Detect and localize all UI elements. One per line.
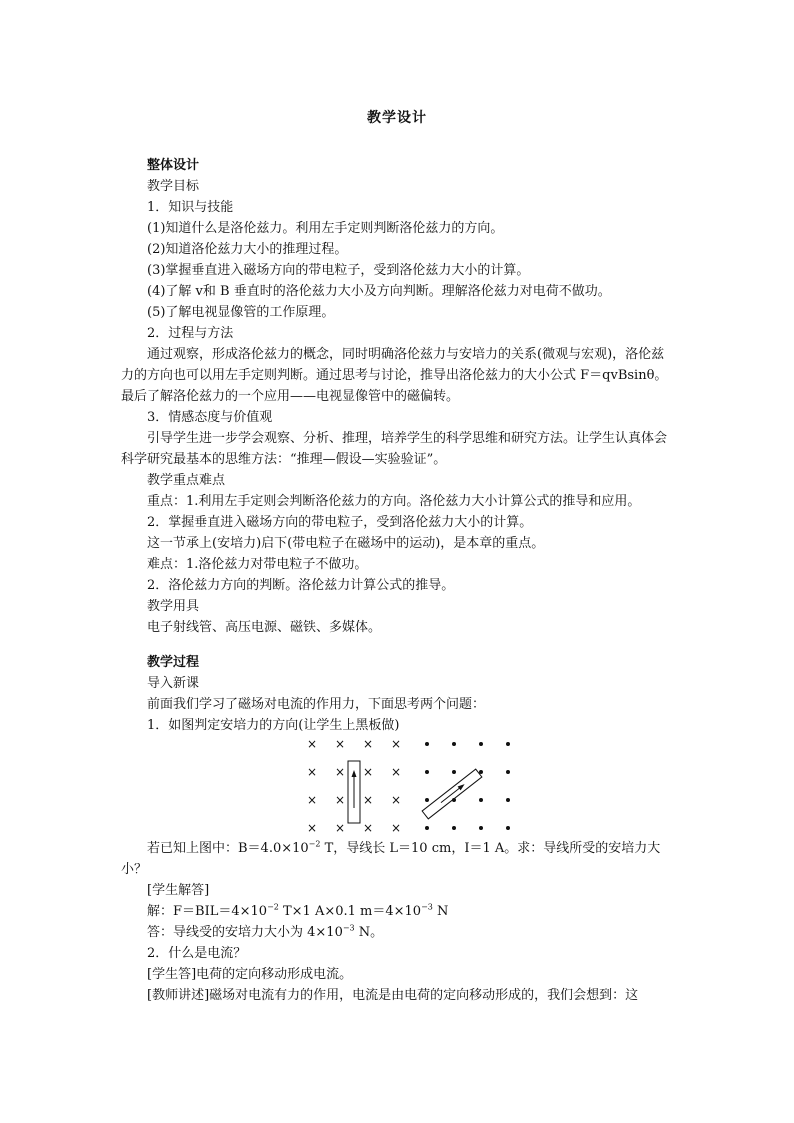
solution-text-b: T×1 A×0.1 m＝4×10 <box>278 904 422 919</box>
document-title: 教学设计 <box>367 110 427 126</box>
goals-heading: 教学目标 <box>147 179 200 194</box>
student-answer-label: [学生解答] <box>147 883 210 898</box>
solution-exponent-2: −3 <box>421 902 433 912</box>
problem-text-a: 若已知上图中：B＝4.0×10 <box>147 841 309 856</box>
field-cross-3-3: × <box>390 821 402 834</box>
answer-text-a: 答：导线受的安培力大小为 4×10 <box>147 925 343 940</box>
field-dot-0-0 <box>425 742 429 746</box>
key-point-line-1: 重点：1.利用左手定则会判断洛伦兹力的方向。洛伦兹力大小计算公式的推导和应用。 <box>147 494 641 509</box>
solution-line <box>147 901 677 922</box>
section-heading-process: 教学过程 <box>147 655 200 670</box>
field-cross-3-0: × <box>306 821 318 834</box>
vertical-wire <box>348 761 360 823</box>
field-dot-0-1 <box>452 742 456 746</box>
field-dot-3-3 <box>506 826 510 830</box>
field-cross-3-1: × <box>334 821 346 834</box>
field-dot-0-3 <box>506 742 510 746</box>
field-cross-2-0: × <box>306 793 318 807</box>
question-1: 1．如图判定安培力的方向(让学生上黑板做) <box>147 718 400 733</box>
field-cross-2-2: × <box>362 793 374 807</box>
knowledge-item-3: (3)掌握垂直进入磁场方向的带电粒子，受到洛伦兹力大小的计算。 <box>147 263 530 278</box>
knowledge-item-2: (2)知道洛伦兹力大小的推理过程。 <box>147 242 348 257</box>
magnetic-field-diagram <box>297 738 537 834</box>
section-heading-overall: 整体设计 <box>147 158 200 173</box>
knowledge-heading: 1．知识与技能 <box>147 200 234 215</box>
field-dot-1-1 <box>452 770 456 774</box>
question-2: 2．什么是电流？ <box>147 946 247 961</box>
field-dot-1-3 <box>506 770 510 774</box>
intro-heading: 导入新课 <box>147 676 200 691</box>
difficulty-line-1: 难点：1.洛伦兹力对带电粒子不做功。 <box>147 557 368 572</box>
ampere-force-figure <box>147 738 677 834</box>
problem-statement <box>121 838 677 880</box>
solution-exponent-1: −2 <box>267 902 279 912</box>
knowledge-item-1: (1)知道什么是洛伦兹力。利用左手定则判断洛伦兹力的方向。 <box>147 221 504 236</box>
field-dot-3-1 <box>452 826 456 830</box>
field-dot-3-2 <box>479 826 483 830</box>
difficulty-line-2: 2．洛伦兹力方向的判断。洛伦兹力计算公式的推导。 <box>147 578 455 593</box>
process-heading: 2．过程与方法 <box>147 326 234 341</box>
field-cross-1-0: × <box>306 765 318 779</box>
field-cross-2-3: × <box>390 793 402 807</box>
key-point-line-2: 2．掌握垂直进入磁场方向的带电粒子，受到洛伦兹力大小的计算。 <box>147 515 533 530</box>
tools-text: 电子射线管、高压电源、磁铁、多媒体。 <box>147 620 382 635</box>
field-cross-3-2: × <box>362 821 374 834</box>
field-cross-1-3: × <box>390 765 402 779</box>
field-dot-3-0 <box>425 826 429 830</box>
key-point-line-3: 这一节承上(安培力)启下(带电粒子在磁场中的运动)，是本章的重点。 <box>147 536 545 551</box>
answer-text-b: N。 <box>354 925 384 940</box>
field-cross-0-1: × <box>334 738 346 751</box>
field-cross-0-0: × <box>306 738 318 751</box>
field-cross-0-2: × <box>362 738 374 751</box>
field-dot-2-0 <box>425 798 429 802</box>
attitude-text: 引导学生进一步学会观察、分析、推理，培养学生的科学思维和研究方法。让学生认真体会科学研究最基本的思维方法：“推理—假设—实验验证”。 <box>121 431 668 467</box>
field-cross-1-1: × <box>334 765 346 779</box>
answer-exponent: −3 <box>342 923 355 933</box>
diagonal-wire <box>422 769 482 819</box>
process-text: 通过观察，形成洛伦兹力的概念，同时明确洛伦兹力与安培力的关系(微观与宏观)，洛伦兹力的方向也可以用左手定则判断。通过思考与讨论，推导出洛伦兹力的大小公式 F＝qvBsinθ。最后了解洛伦兹力的一个应用——电视显像管中的磁偏转。 <box>121 347 668 404</box>
key-points-heading: 教学重点难点 <box>147 473 226 488</box>
field-out-of-page-group <box>425 742 510 830</box>
field-dot-0-2 <box>479 742 483 746</box>
knowledge-item-4: (4)了解 v和 B 垂直时的洛伦兹力大小及方向判断。理解洛伦兹力对电荷不做功。 <box>147 284 611 299</box>
problem-text-b: T，导线长 L＝10 cm，I＝1 A。求：导线所受的安培力大小？ <box>121 841 661 877</box>
intro-text: 前面我们学习了磁场对电流的作用力，下面思考两个问题： <box>147 697 486 712</box>
document-body <box>121 155 677 1006</box>
teacher-narration: [教师讲述]磁场对电流有力的作用，电流是由电荷的定向移动形成的，我们会想到：这 <box>147 988 639 1003</box>
field-dot-1-0 <box>425 770 429 774</box>
attitude-heading: 3．情感态度与价值观 <box>147 410 273 425</box>
field-dot-2-3 <box>506 798 510 802</box>
knowledge-item-5: (5)了解电视显像管的工作原理。 <box>147 305 335 320</box>
field-dot-2-2 <box>479 798 483 802</box>
field-cross-0-3: × <box>390 738 402 751</box>
answer-line <box>147 922 677 943</box>
field-cross-2-1: × <box>334 793 346 807</box>
solution-text-a: 解：F＝BIL＝4×10 <box>147 904 268 919</box>
tools-heading: 教学用具 <box>147 599 200 614</box>
problem-exponent: −2 <box>308 839 321 849</box>
solution-text-c: N <box>432 904 449 919</box>
field-cross-1-2: × <box>362 765 374 779</box>
student-reply: [学生答]电荷的定向移动形成电流。 <box>147 967 353 982</box>
